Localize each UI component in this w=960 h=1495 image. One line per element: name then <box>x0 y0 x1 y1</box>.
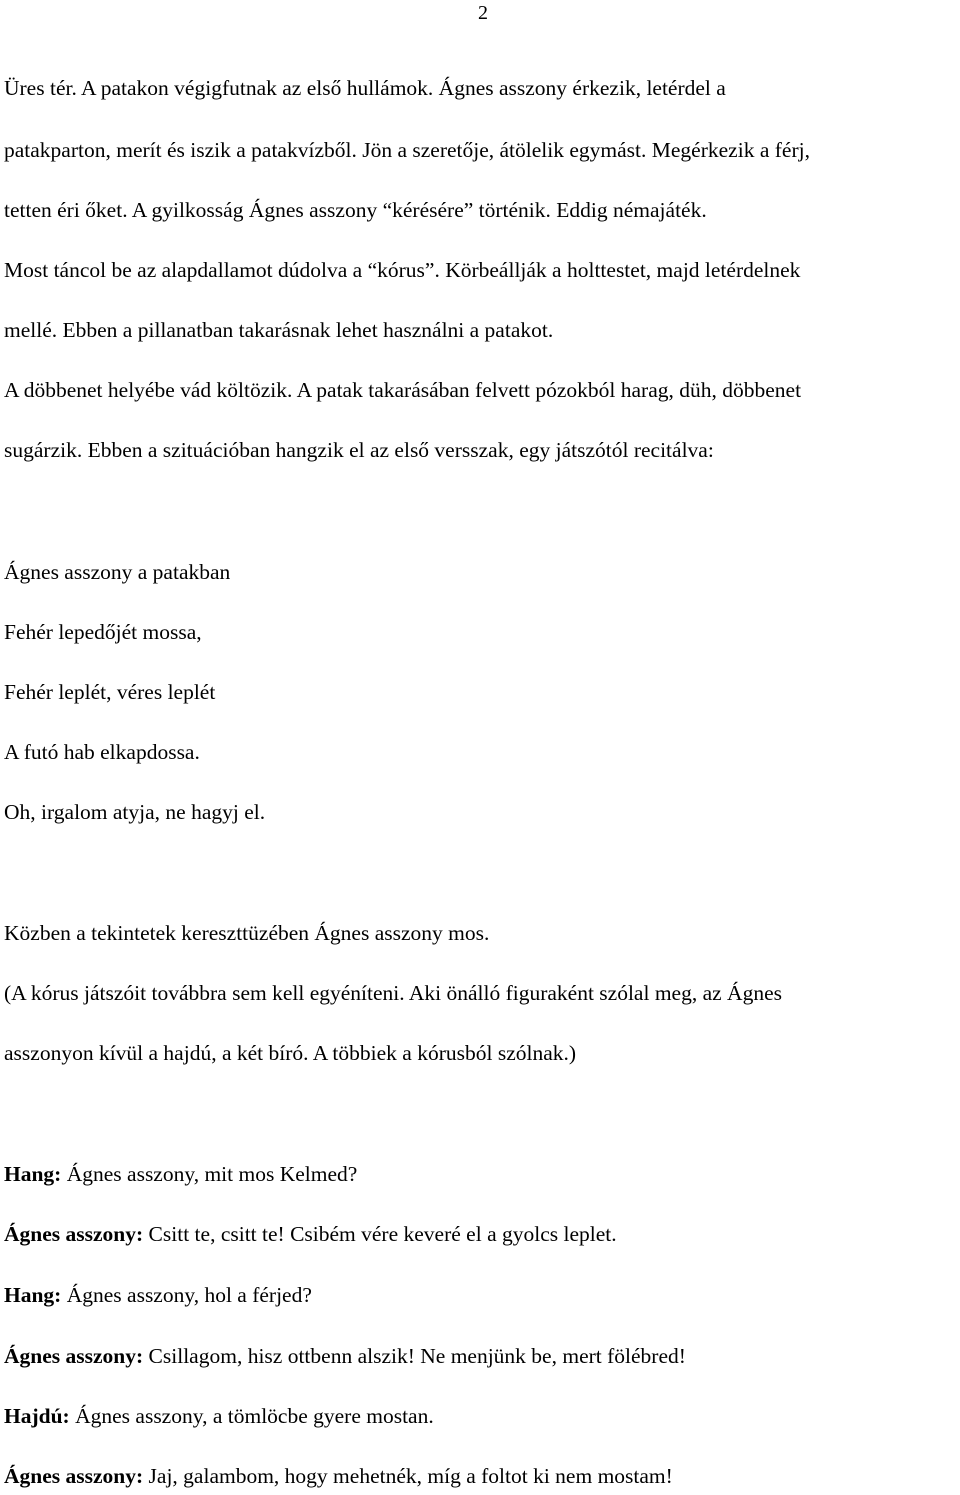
speaker-name: Ágnes asszony: <box>4 1222 144 1246</box>
stage-direction-line: A döbbenet helyébe vád költözik. A patak takarásában felvett pózokból harag, düh, döbbenet <box>4 378 802 402</box>
speaker-name: Hang: <box>4 1283 62 1307</box>
note-line: (A kórus játszóit továbbra sem kell egyéníteni. Aki önálló figuraként szólal meg, az Ágnes <box>4 981 782 1005</box>
dialogue-text: Csitt te, csitt te! Csibém vére keveré el a gyolcs leplet. <box>143 1222 617 1246</box>
stage-direction-line: mellé. Ebben a pillanatban takarásnak lehet használni a patakot. <box>4 318 554 342</box>
speaker-name: Hajdú: <box>4 1404 70 1428</box>
verse-line: Fehér lepedőjét mossa, <box>4 620 202 644</box>
dialogue-text: Ágnes asszony, hol a férjed? <box>61 1283 312 1307</box>
verse-line: Oh, irgalom atyja, ne hagyj el. <box>4 800 266 824</box>
dialogue-text: Csillagom, hisz ottbenn alszik! Ne menjünk be, mert fölébred! <box>143 1344 686 1368</box>
speaker-name: Hang: <box>4 1162 62 1186</box>
stage-direction-line: sugárzik. Ebben a szituációban hangzik el az első versszak, egy játszótól recitálva: <box>4 438 714 462</box>
page-number: 2 <box>478 2 488 24</box>
dialogue-line <box>4 1221 617 1247</box>
dialogue-line <box>4 1403 434 1429</box>
dialogue-text: Jaj, galambom, hogy mehetnék, míg a foltot ki nem mostam! <box>143 1464 673 1488</box>
note-line: asszonyon kívül a hajdú, a két bíró. A többiek a kórusból szólnak.) <box>4 1041 577 1065</box>
stage-direction-line: Üres tér. A patakon végigfutnak az első hullámok. Ágnes asszony érkezik, letérdel a <box>4 76 726 100</box>
verse-line: Fehér leplét, véres leplét <box>4 680 216 704</box>
dialogue-line <box>4 1282 312 1308</box>
dialogue-text: Ágnes asszony, a tömlöcbe gyere mostan. <box>69 1404 434 1428</box>
speaker-name: Ágnes asszony: <box>4 1344 144 1368</box>
verse-line: A futó hab elkapdossa. <box>4 740 200 764</box>
stage-direction-line: Most táncol be az alapdallamot dúdolva a “kórus”. Körbeállják a holttestet, majd letérdelnek <box>4 258 801 282</box>
dialogue-text: Ágnes asszony, mit mos Kelmed? <box>61 1162 358 1186</box>
stage-direction-line: patakparton, merít és iszik a patakvízből. Jön a szeretője, átölelik egymást. Megérkezik a férj, <box>4 138 810 162</box>
speaker-name: Ágnes asszony: <box>4 1464 144 1488</box>
dialogue-line <box>4 1161 357 1187</box>
dialogue-line <box>4 1343 686 1369</box>
dialogue-line <box>4 1463 673 1489</box>
note-line: Közben a tekintetek kereszttüzében Ágnes asszony mos. <box>4 921 490 945</box>
verse-line: Ágnes asszony a patakban <box>4 560 231 584</box>
stage-direction-line: tetten éri őket. A gyilkosság Ágnes asszony “kérésére” történik. Eddig némajáték. <box>4 198 707 222</box>
